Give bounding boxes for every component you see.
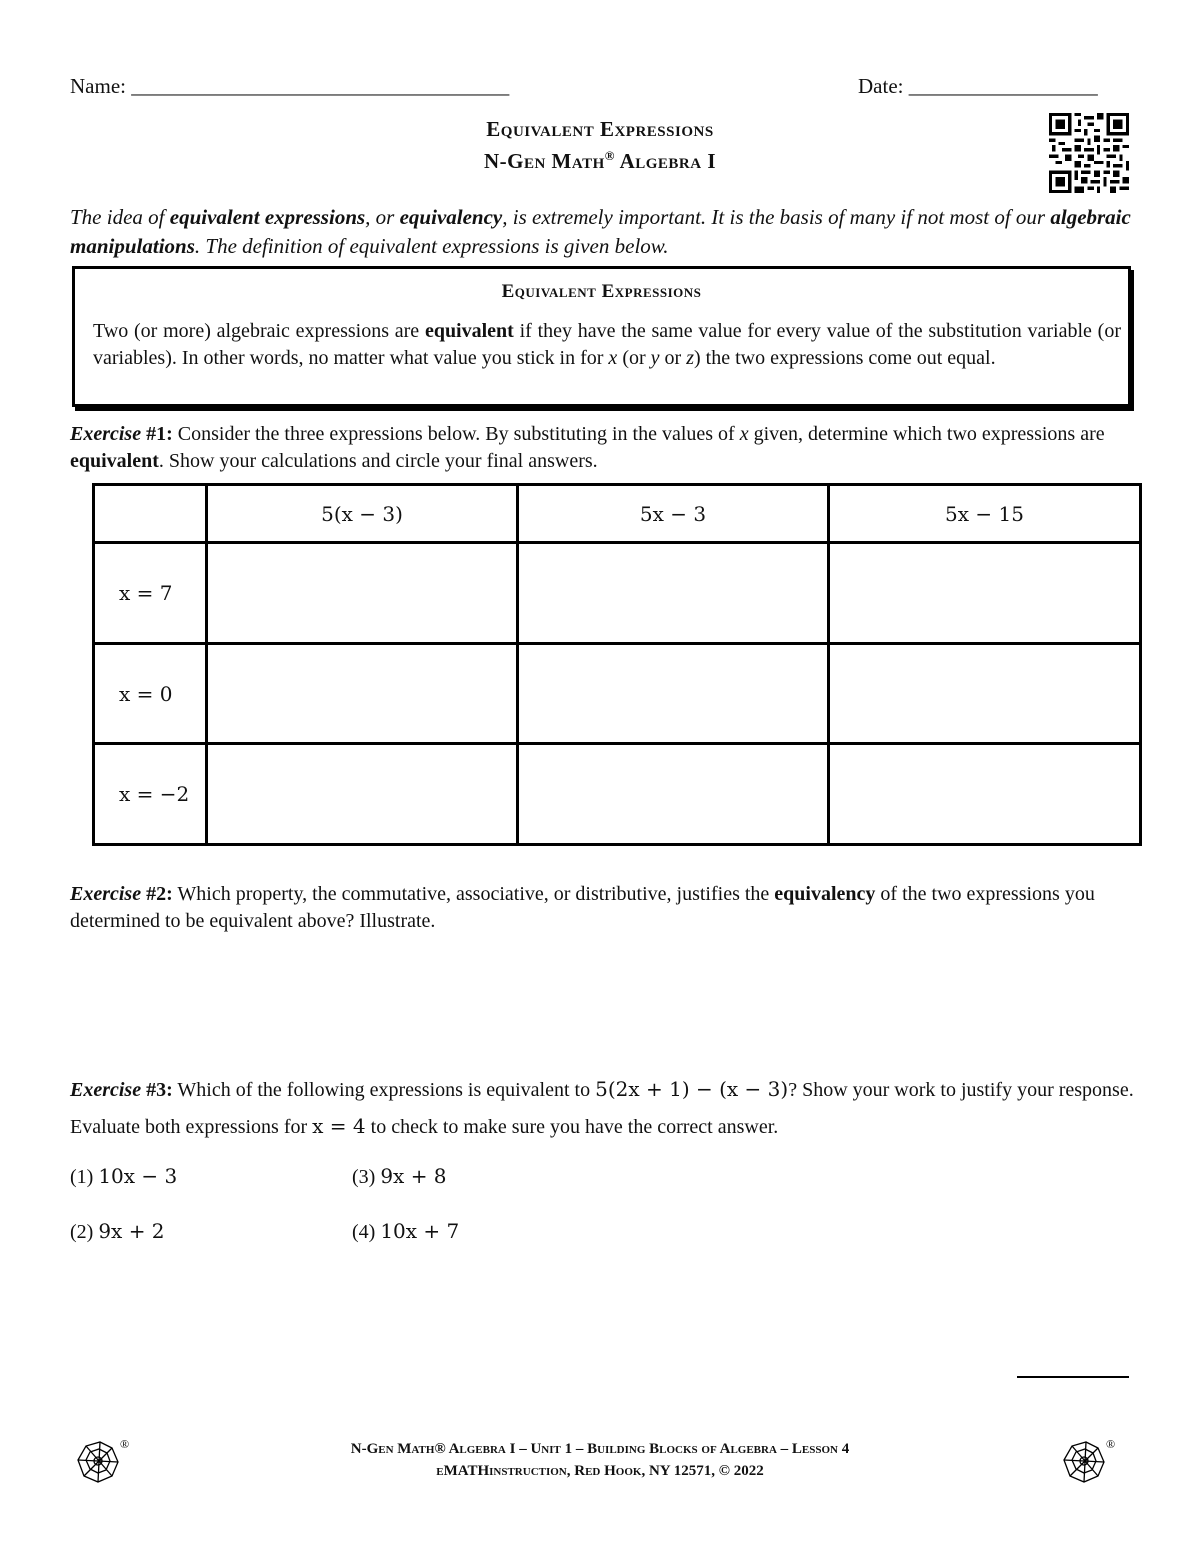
- check-value: x = 4: [312, 1114, 366, 1138]
- page-subtitle: N-Gen Math® Algebra I: [483, 148, 717, 173]
- answer-cell[interactable]: [518, 543, 829, 644]
- table-header-cell: 5x − 3: [518, 485, 829, 543]
- answer-choice[interactable]: (3) 9x + 8: [352, 1164, 447, 1188]
- answer-choice[interactable]: (4) 10x + 7: [352, 1219, 460, 1243]
- row-label: x = −2: [94, 744, 207, 845]
- table-row: [94, 744, 1141, 845]
- definition-text: Two (or more) algebraic expressions are equivalent if they have the same value for every value of the substitution variable (or variables). In other words, no matter what value you stick in for x (or y or z) the two expressions come out equal.: [93, 320, 1121, 369]
- svg-text:®: ®: [1106, 1437, 1116, 1451]
- date-field: Date: __________________: [858, 74, 1098, 98]
- row-label: x = 0: [94, 643, 207, 744]
- table-row: [94, 543, 1141, 644]
- table-header-cell: 5(x − 3): [207, 485, 518, 543]
- answer-cell[interactable]: [207, 543, 518, 644]
- answer-cell[interactable]: [829, 543, 1141, 644]
- exercise-label: Exercise: [70, 423, 142, 445]
- answer-cell[interactable]: [518, 744, 829, 845]
- exercise-1-prompt: Exercise #1: Consider the three expressions below. By substituting in the values of x given, determine which two expressions are equivalent. Show your calculations and circle your final answers.: [70, 423, 1105, 472]
- definition-title: Equivalent Expressions: [501, 281, 702, 302]
- row-label: x = 7: [94, 543, 207, 644]
- emathinstruction-logo-icon: [74, 1436, 130, 1486]
- exercise-2-prompt: Exercise #2: Which property, the commutative, associative, or distributive, justifies the equivalency of the two expressions you determined to be equivalent above? Illustrate.: [70, 883, 1095, 932]
- answer-choice[interactable]: (2) 9x + 2: [70, 1219, 165, 1243]
- substitution-table: [92, 483, 1142, 846]
- answer-cell[interactable]: [829, 643, 1141, 744]
- answer-cell[interactable]: [829, 744, 1141, 845]
- answer-cell[interactable]: [207, 744, 518, 845]
- page-title: Equivalent Expressions: [486, 117, 714, 141]
- table-row: [94, 643, 1141, 744]
- exercise-3-prompt: Exercise #3: Which of the following expressions is equivalent to 5(2x + 1) − (x − 3)? Show your work to justify your response. Evaluate both expressions for x = 4 to check to make sure you have the correct answer.: [70, 1077, 1134, 1138]
- answer-cell[interactable]: [518, 643, 829, 744]
- answer-cell[interactable]: [207, 643, 518, 744]
- definition-box: [72, 266, 1131, 407]
- svg-text:®: ®: [120, 1437, 130, 1451]
- exercise-label: Exercise: [70, 1079, 142, 1101]
- footer-course-line: N-Gen Math® Algebra I – Unit 1 – Building Blocks of Algebra – Lesson 4: [350, 1441, 850, 1457]
- intro-paragraph: The idea of equivalent expressions, or equivalency, is extremely important. It is the basis of many if not most of our algebraic manipulations. The definition of equivalent expressions is given below.: [70, 205, 1131, 258]
- table-corner-cell: [94, 485, 207, 543]
- table-header-cell: 5x − 15: [829, 485, 1141, 543]
- footer-publisher-line: eMATHinstruction, Red Hook, NY 12571, © 2022: [436, 1463, 764, 1479]
- table-header-row: [94, 485, 1141, 543]
- qr-code-icon: [1048, 113, 1130, 193]
- exercise-label: Exercise: [70, 883, 142, 905]
- name-field: Name: ____________________________________: [70, 74, 510, 98]
- answer-choice[interactable]: (1) 10x − 3: [70, 1164, 178, 1188]
- emathinstruction-logo-icon: [1060, 1436, 1116, 1486]
- answer-blank-line: [1017, 1376, 1129, 1378]
- target-expression: 5(2x + 1) − (x − 3): [595, 1077, 789, 1101]
